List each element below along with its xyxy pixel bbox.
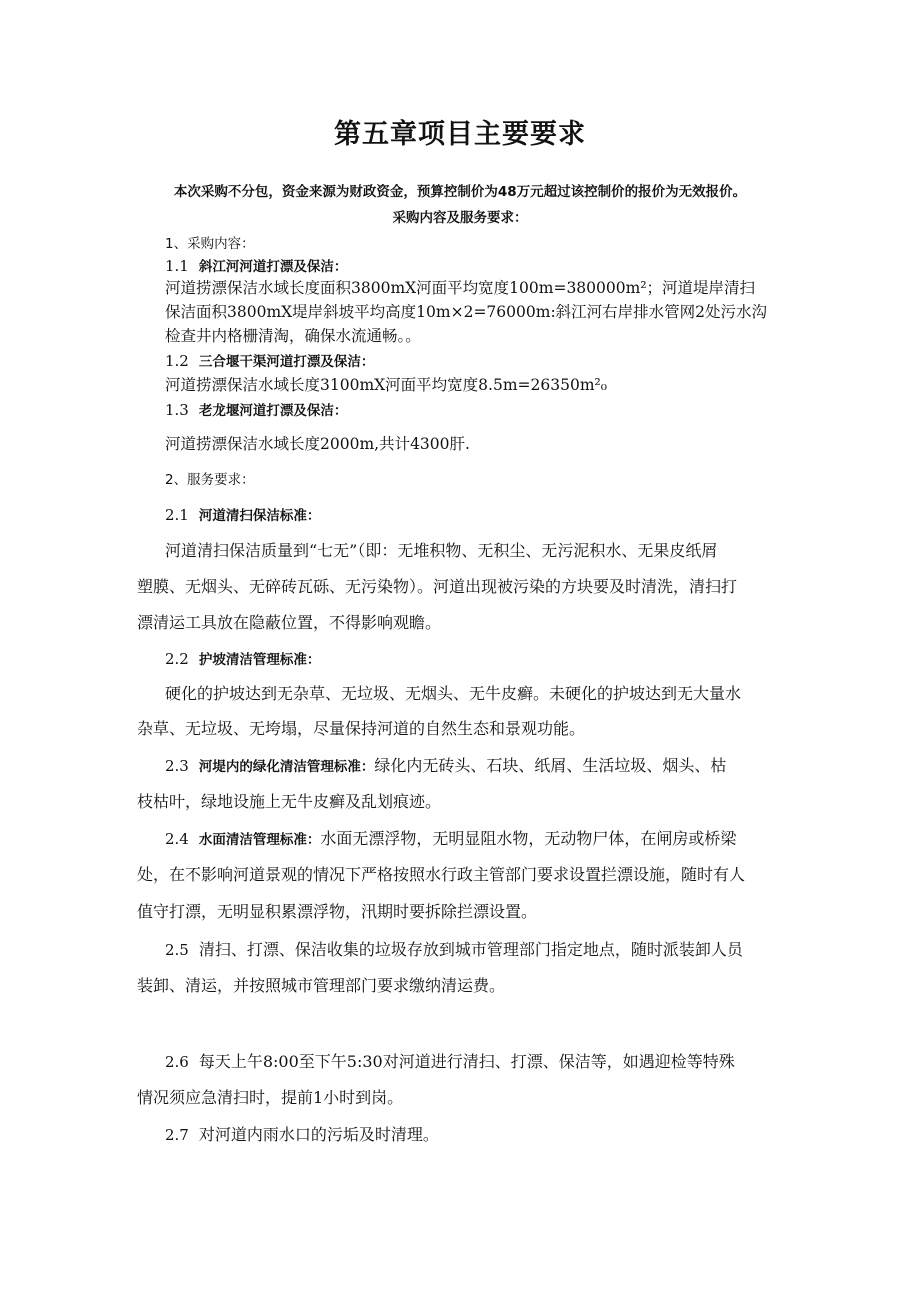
clause-2-6	[165, 1049, 735, 1072]
clause-title: 河道清扫保洁标准：	[198, 508, 321, 524]
clause-title: 河堤内的绿化清洁管理标准：	[198, 759, 375, 775]
clause-title: 斜江河河道打漂及保洁：	[198, 259, 348, 275]
clause-text-line: 漂清运工具放在隐蔽位置，不得影响观瞻。	[137, 613, 442, 632]
clause-heading-2-2	[165, 648, 320, 668]
clause-number: 2.3	[165, 757, 189, 775]
clause-text: 清扫、打漂、保洁收集的垃圾存放到城市管理部门指定地点，随时派装卸人员	[198, 940, 743, 959]
clause-heading-2-1	[165, 504, 320, 524]
clause-text-line: 保洁面积3800mX堤岸斜坡平均高度10m×2=76000m:斜江河右岸排水管网2处污水沟	[165, 303, 768, 321]
clause-title: 老龙堰河道打漂及保洁：	[198, 403, 348, 419]
clause-number: 2.4	[165, 830, 189, 848]
page-title: 第五章项目主要要求	[334, 119, 586, 150]
clause-number: 2.5	[165, 941, 189, 959]
clause-text-line: 河道清扫保洁质量到“七无”（即：无堆积物、无积尘、无污泥积水、无果皮纸屑	[165, 541, 718, 560]
clause-text-line: 河道捞漂保洁水域长度面积3800mX河面平均宽度100m=380000m²；河道堤岸清扫	[165, 279, 756, 297]
clause-text-line: 枝枯叶，绿地设施上无牛皮癣及乱划痕迹。	[137, 792, 442, 811]
clause-text: 每天上午8:00至下午5:30对河道进行清扫、打漂、保洁等，如遇迎检等特殊	[198, 1052, 735, 1071]
section-heading-procurement: 1、采购内容：	[165, 236, 255, 252]
clause-text-line: 值守打漂，无明显积累漂浮物，汛期时要拆除拦漂设置。	[137, 902, 538, 921]
clause-number: 2.2	[165, 650, 189, 668]
clause-text-line: 情况须应急清扫时，提前1小时到岗。	[137, 1088, 404, 1107]
clause-number: 1.3	[165, 401, 189, 419]
clause-number: 1.1	[165, 257, 189, 275]
clause-text-line: 河道捞漂保洁水域长度2000m,共计4300肝.	[165, 435, 470, 453]
clause-text-line: 硬化的护坡达到无杂草、无垃圾、无烟头、无牛皮癣。未硬化的护坡达到无大量水	[165, 684, 742, 703]
clause-title: 三合堰干渠河道打漂及保洁：	[198, 354, 375, 370]
clause-2-4	[165, 826, 736, 849]
section-heading-service: 2、服务要求：	[165, 472, 255, 488]
clause-heading-1-1	[165, 255, 347, 275]
clause-2-3	[165, 753, 726, 776]
clause-number: 1.2	[165, 352, 189, 370]
clause-number: 2.6	[165, 1053, 189, 1071]
clause-number: 2.1	[165, 506, 189, 524]
clause-text-line: 杂草、无垃圾、无垮塌，尽量保持河道的自然生态和景观功能。	[137, 719, 586, 738]
clause-text-line: 装卸、清运，并按照城市管理部门要求缴纳清运费。	[137, 976, 506, 995]
clause-title: 护坡清洁管理标准：	[198, 652, 321, 668]
clause-text-line: 处，在不影响河道景观的情况下严格按照水行政主管部门要求设置拦漂设施，随时有人	[137, 865, 746, 884]
section-subheading: 采购内容及服务要求：	[392, 210, 528, 226]
clause-text-line: 检查井内格栅清淘，确保水流通畅。。	[165, 327, 421, 345]
clause-text-line: 河道捞漂保洁水域长度3100mX河面平均宽度8.5m=26350m²₀	[165, 376, 607, 394]
clause-2-7	[165, 1122, 439, 1145]
clause-text: 绿化内无砖头、石块、纸屑、生活垃圾、烟头、枯	[374, 756, 727, 775]
intro-statement: 本次采购不分包，资金来源为财政资金，预算控制价为48万元超过该控制价的报价为无效报价。	[173, 184, 747, 200]
clause-title: 水面清洁管理标准：	[198, 832, 321, 848]
clause-2-5	[165, 937, 743, 960]
clause-text: 对河道内雨水口的污垢及时清理。	[198, 1125, 439, 1144]
clause-text-line: 塑膜、无烟头、无碎砖瓦砾、无污染物）。河道出现被污染的方块要及时清洗，清扫打	[137, 577, 738, 596]
clause-heading-1-2	[165, 350, 374, 370]
clause-heading-1-3	[165, 399, 347, 419]
clause-text: 水面无漂浮物，无明显阻水物，无动物尸体，在闸房或桥梁	[320, 829, 737, 848]
clause-number: 2.7	[165, 1126, 189, 1144]
